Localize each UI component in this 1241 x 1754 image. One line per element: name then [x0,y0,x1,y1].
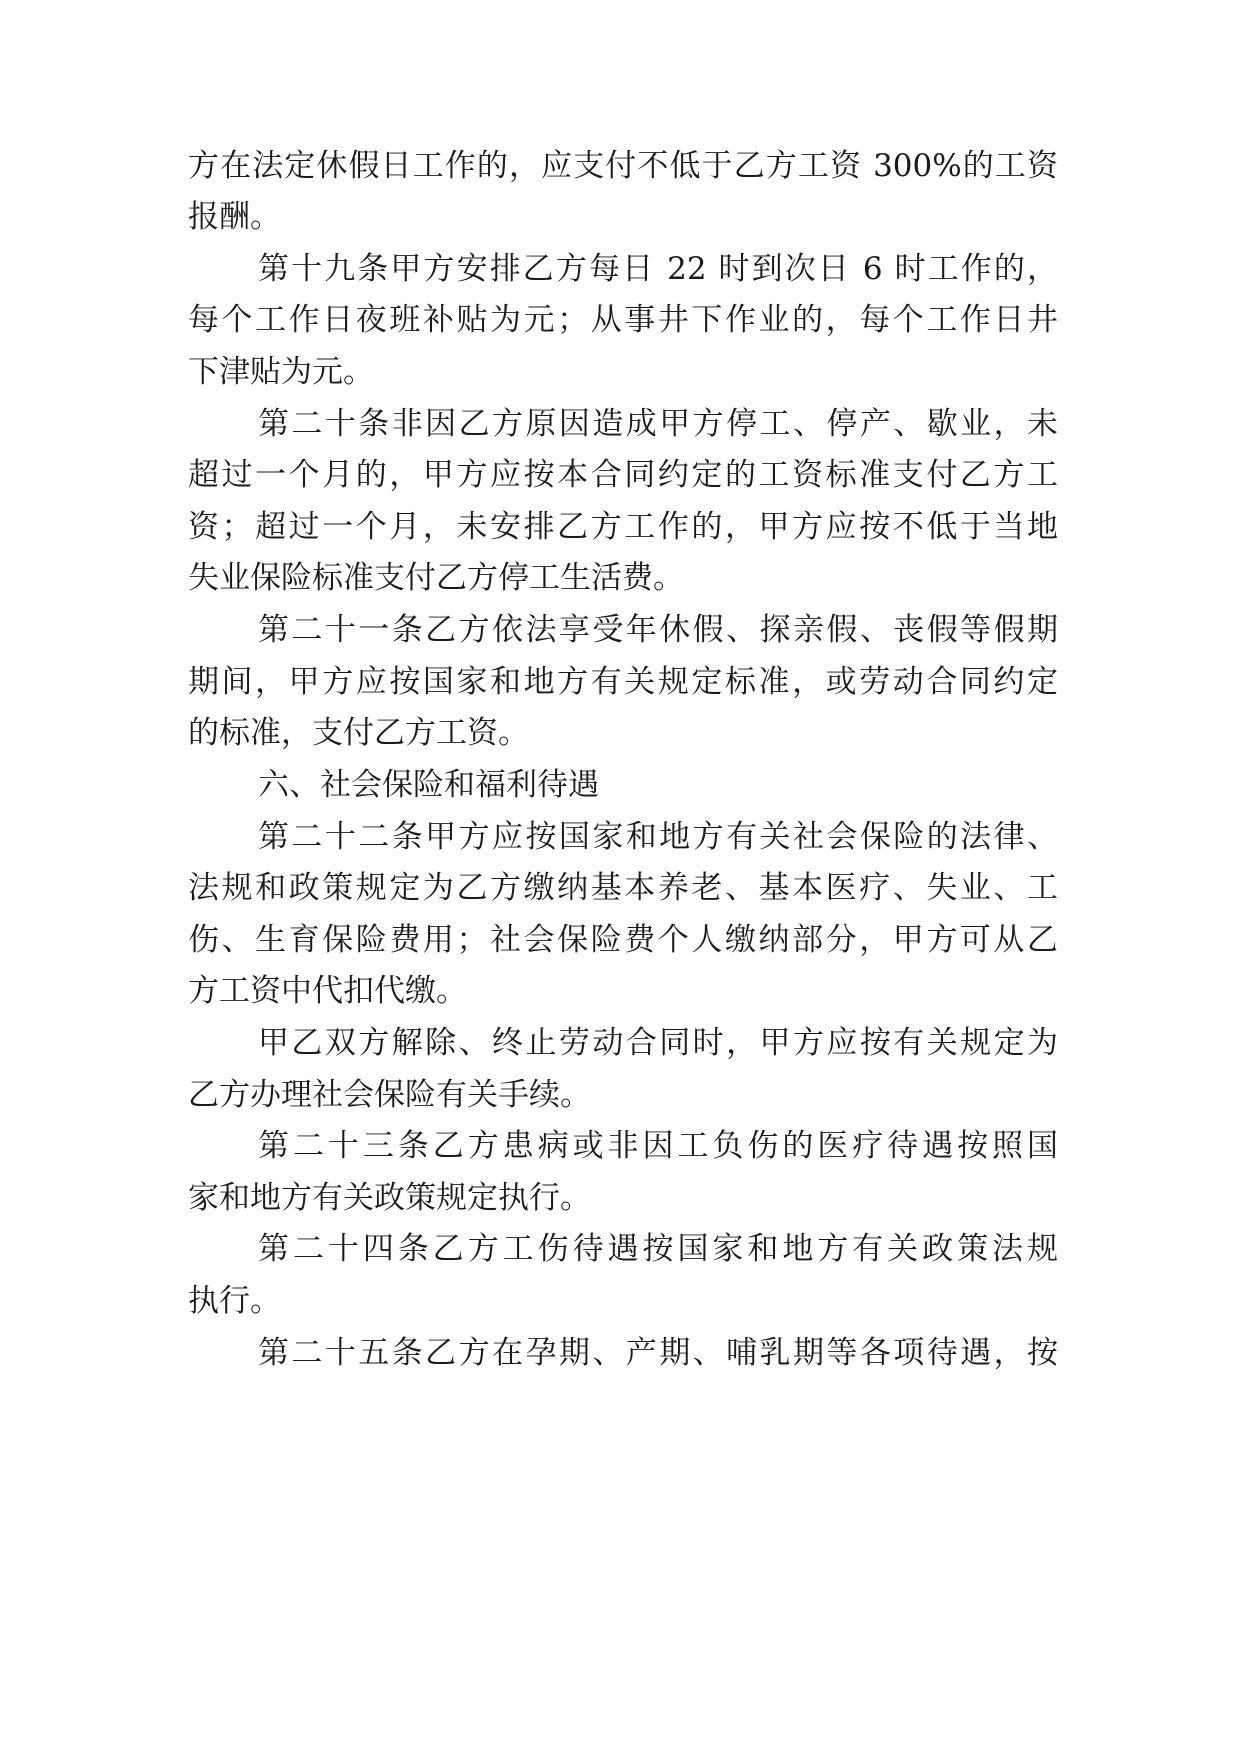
article-19-start: 第十九条甲方安排乙方每日 22 时到次日 6 时工作的， [258,251,1058,287]
article-25-start: 第二十五条乙方在孕期、产期、哺乳期等各项待遇，按 [258,1335,1058,1371]
text-line: 方在法定休假日工作的，应支付不低于乙方工资 300%的工资 [188,148,1058,184]
section-heading: 六、社会保险和福利待遇 [258,767,599,803]
paragraph-start: 甲乙双方解除、终止劳动合同时，甲方应按有关规定为 [258,1025,1058,1061]
text-line: 资；超过一个月，未安排乙方工作的，甲方应按不低于当地 [188,509,1058,545]
article-22-start: 第二十二条甲方应按国家和地方有关社会保险的法律、 [258,819,1058,855]
article-23-start: 第二十三条乙方患病或非因工负伤的医疗待遇按照国 [258,1128,1058,1164]
text-line: 家和地方有关政策规定执行。 [188,1180,591,1216]
text-line: 乙方办理社会保险有关手续。 [188,1077,591,1113]
text-line: 失业保险标准支付乙方停工生活费。 [188,560,684,596]
article-24-start: 第二十四条乙方工伤待遇按国家和地方有关政策法规 [258,1231,1058,1267]
article-21-start: 第二十一条乙方依法享受年休假、探亲假、丧假等假期 [258,612,1058,648]
text-line: 超过一个月的，甲方应按本合同约定的工资标准支付乙方工 [188,457,1058,493]
article-20-start: 第二十条非因乙方原因造成甲方停工、停产、歇业，未 [258,406,1058,442]
text-line: 的标准，支付乙方工资。 [188,715,529,751]
text-line: 执行。 [188,1283,281,1319]
text-line: 法规和政策规定为乙方缴纳基本养老、基本医疗、失业、工 [188,870,1058,906]
text-line: 期间，甲方应按国家和地方有关规定标准，或劳动合同约定 [188,664,1058,700]
text-line: 每个工作日夜班补贴为元；从事井下作业的，每个工作日井 [188,302,1058,338]
text-line: 报酬。 [188,199,281,235]
text-line: 伤、生育保险费用；社会保险费个人缴纳部分，甲方可从乙 [188,922,1058,958]
text-line: 方工资中代扣代缴。 [188,973,467,1009]
text-line: 下津贴为元。 [188,354,374,390]
